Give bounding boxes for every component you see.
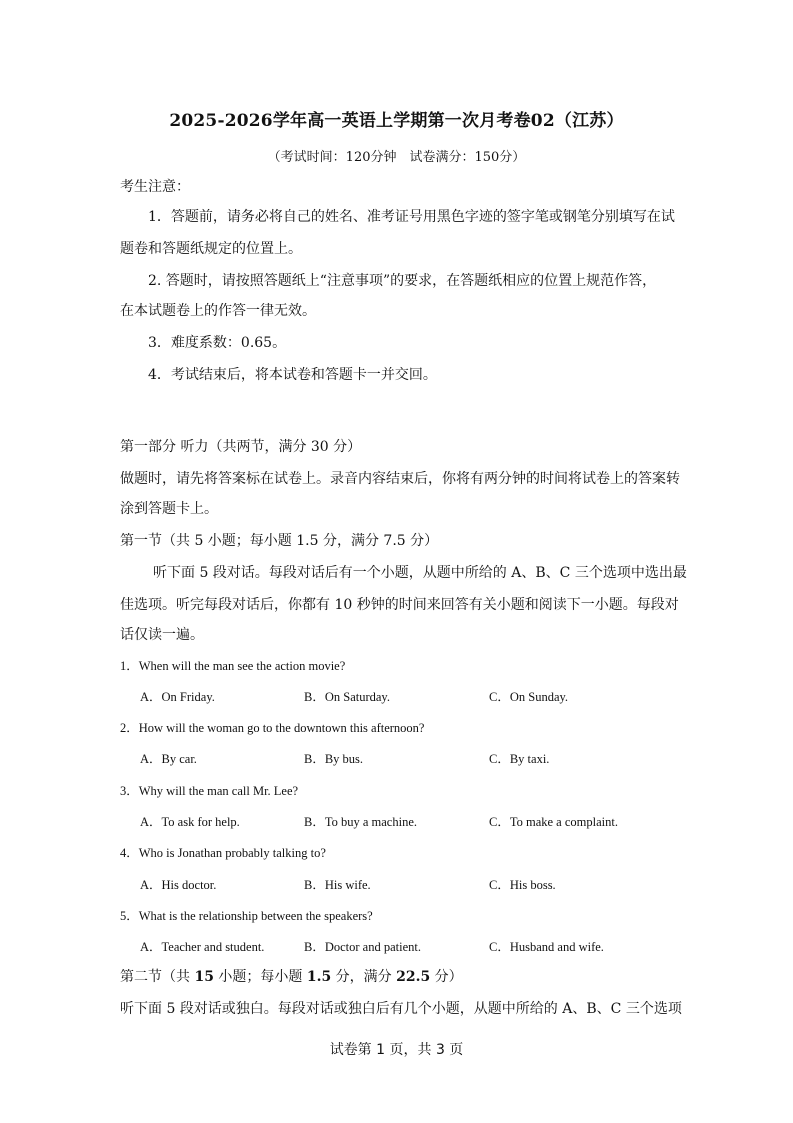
part1-heading: 第一部分 听力（共两节，满分 30 分） [120, 439, 362, 455]
question-1: 1．When will the man see the action movie? [120, 659, 346, 673]
question-1-option-b: B．On Saturday. [304, 690, 390, 704]
notice-item-1-line-1: 1．答题前，请务必将自己的姓名、准考证号用黑色字迹的签字笔或钢笔分别填写在试 [148, 209, 675, 225]
question-4-option-b: B．His wife. [304, 878, 371, 892]
question-1-option-c: C．On Sunday. [489, 690, 569, 704]
section2-question-count: 15 [194, 969, 214, 985]
question-5-option-c: C．Husband and wife. [489, 940, 604, 954]
section2-heading-part-c: 分，满分 [331, 969, 397, 985]
notice-item-2-line-1: 2. 答题时，请按照答题纸上“注意事项”的要求，在答题纸相应的位置上规范作答， [148, 273, 657, 289]
question-4-option-c: C．His boss. [489, 878, 556, 892]
notice-item-1-line-2: 题卷和答题纸规定的位置上。 [120, 241, 302, 257]
section1-instruction-line-3: 话仅读一遍。 [120, 627, 204, 643]
question-4: 4．Who is Jonathan probably talking to? [120, 846, 326, 860]
part1-intro-line-1: 做题时，请先将答案标在试卷上。录音内容结束后，你将有两分钟的时间将试卷上的答案转 [120, 471, 680, 487]
exam-subtitle: （考试时间：120分钟 试卷满分：150分） [267, 150, 526, 165]
section2-total-points: 22.5 [396, 969, 431, 985]
section2-heading [120, 966, 463, 986]
question-2-option-a: A．By car. [140, 752, 197, 766]
question-2: 2．How will the woman go to the downtown this afternoon? [120, 721, 425, 735]
notice-item-3: 3．难度系数：0.65。 [148, 335, 287, 351]
question-3-option-c: C．To make a complaint. [489, 815, 618, 829]
question-5-option-b: B．Doctor and patient. [304, 940, 421, 954]
question-2-option-c: C．By taxi. [489, 752, 550, 766]
question-3: 3．Why will the man call Mr. Lee? [120, 784, 299, 798]
section2-instruction-line-1: 听下面 5 段对话或独白。每段对话或独白后有几个小题，从题中所给的 A、B、C 三个选项 [120, 1001, 682, 1017]
question-2-option-b: B．By bus. [304, 752, 364, 766]
question-5-option-a: A．Teacher and student. [140, 940, 265, 954]
notice-heading: 考生注意： [120, 179, 190, 195]
section2-heading-part-a: 第二节（共 [120, 969, 195, 985]
section2-heading-part-d: 分） [430, 969, 463, 985]
part1-intro-line-2: 涂到答题卡上。 [120, 501, 218, 517]
exam-title: 2025-2026学年高一英语上学期第一次月考卷02（江苏） [169, 111, 624, 131]
section1-instruction-line-1: 听下面 5 段对话。每段对话后有一个小题，从题中所给的 A、B、C 三个选项中选出最 [153, 565, 687, 581]
question-4-option-a: A．His doctor. [140, 878, 217, 892]
question-1-option-a: A．On Friday. [140, 690, 215, 704]
section1-heading: 第一节（共 5 小题；每小题 1.5 分，满分 7.5 分） [120, 533, 439, 549]
section2-points-each: 1.5 [306, 969, 332, 985]
question-3-option-a: A．To ask for help. [140, 815, 240, 829]
question-5: 5．What is the relationship between the speakers? [120, 909, 373, 923]
question-3-option-b: B．To buy a machine. [304, 815, 417, 829]
section2-heading-part-b: 小题；每小题 [213, 969, 307, 985]
notice-item-2-line-2: 在本试题卷上的作答一律无效。 [120, 303, 316, 319]
notice-item-4: 4．考试结束后，将本试卷和答题卡一并交回。 [148, 367, 437, 383]
section1-instruction-line-2: 佳选项。听完每段对话后，你都有 10 秒钟的时间来回答有关小题和阅读下一小题。每段对 [120, 597, 679, 613]
page-footer: 试卷第 1 页，共 3 页 [329, 1042, 464, 1058]
